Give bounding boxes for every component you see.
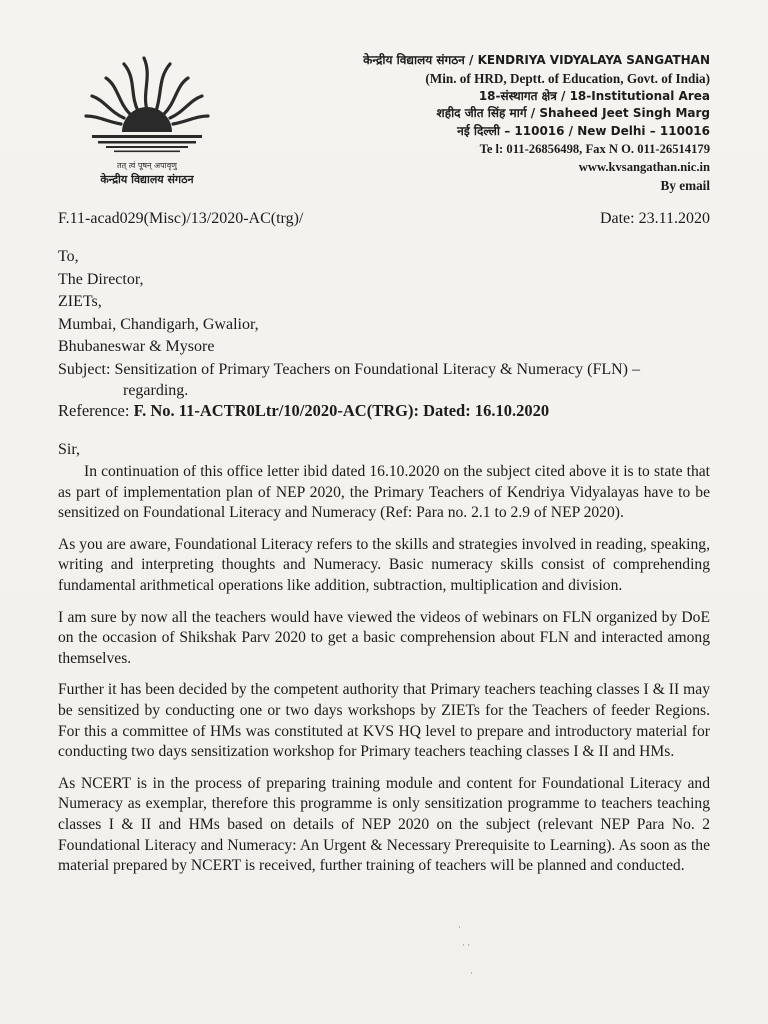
file-date-row [58, 210, 710, 228]
letterhead-city: नई दिल्ली – 110016 / New Delhi – 110016 [457, 124, 710, 139]
subject-line: Subject: Sensitization of Primary Teachers on Foundational Literacy & Numeracy (FLN) – [58, 361, 640, 378]
scan-speck: · [470, 968, 473, 978]
salutation: Sir, [58, 441, 81, 458]
reference [58, 401, 718, 421]
logo-organization-name: केन्द्रीय विद्यालय संगठन [100, 173, 194, 186]
file-number: F.11-acad029(Misc)/13/2020-AC(trg)/ [58, 210, 304, 227]
logo-motto: तत् त्वं पूषन् अपावृणु [117, 161, 177, 170]
reference-label: Reference: [58, 401, 134, 420]
subject [58, 359, 718, 401]
reference-value: F. No. 11-ACTR0Ltr/10/2020-AC(TRG): Dated: 16.10.2020 [133, 401, 550, 420]
recipient-address [58, 246, 259, 359]
letterhead-organization: केन्द्रीय विद्यालय संगठन / KENDRIYA VIDYALAYA SANGATHAN [363, 53, 710, 67]
address-to: To, [58, 248, 79, 265]
kvs-sunrise-emblem-icon [78, 48, 216, 160]
scan-speck: · [458, 922, 461, 932]
body-paragraph: I am sure by now all the teachers would have viewed the videos of webinars on FLN organized by DoE on the occasion of Shikshak Parv 2020 to get a basic comprehension about FLN and interacted among themselves. [58, 608, 710, 667]
subject-line: regarding. [123, 382, 189, 399]
scan-speck: · · [462, 940, 471, 950]
letterhead-website: www.kvsangathan.nic.in [578, 159, 710, 174]
letterhead-street: शहीद जीत सिंह मार्ग / Shaheed Jeet Singh Marg [436, 106, 710, 121]
address-line: Mumbai, Chandigarh, Gwalior, [58, 315, 259, 333]
letterhead [290, 52, 710, 194]
address-line: ZIETs, [58, 293, 102, 310]
letter-body [58, 462, 710, 888]
letterhead-phone-fax: Te l: 011-26856498, Fax N O. 011-26514179 [479, 141, 710, 156]
letterhead-delivery: By email [660, 177, 710, 193]
body-paragraph: In continuation of this office letter ibid dated 16.10.2020 on the subject cited above it is to state that as part of implementation plan of NEP 2020, the Primary Teachers of Kendriya Vidyalayas have to be sensitized on Foundational Literacy and Numeracy (Ref: Para no. 2.1 to 2.9 of NEP 2020). [58, 463, 710, 522]
address-line: The Director, [58, 270, 144, 288]
letter-date: Date: 23.11.2020 [599, 210, 710, 227]
letterhead-ministry: (Min. of HRD, Deptt. of Education, Govt. of India) [425, 70, 710, 86]
body-paragraph: Further it has been decided by the competent authority that Primary teachers teaching classes I & II may be sensitized by conducting one or two days workshops by ZIETs for the Teachers of feeder Regions. For this a committee of HMs was constituted at KVS HQ level to prepare and introductory material for conducting two days sensitization workshop for Primary teachers teaching classes I & II and HMs. [58, 681, 710, 761]
letterhead-area: 18-संस्थागत क्षेत्र / 18-Institutional Area [478, 88, 710, 103]
body-paragraph: As NCERT is in the process of preparing training module and content for Foundational Literacy and Numeracy as exemplar, therefore this programme is only sensitization programme to teachers teaching classes I & II and HMs based on details of NEP 2020 on the subject (relevant NEP Para No. 2 Foundational Literacy and Numeracy: An Urgent & Necessary Prerequisite to Learning). As soon as the material prepared by NCERT is received, further training of teachers will be planned and conducted. [58, 774, 710, 875]
body-paragraph: As you are aware, Foundational Literacy refers to the skills and strategies involved in reading, speaking, writing and interpreting thoughts and Numeracy. Basic numeracy skills consist of comprehending fundamental arithmetical operations like addition, subtraction, multiplication and division. [58, 535, 710, 594]
address-line: Bhubaneswar & Mysore [58, 338, 215, 355]
kvs-logo [72, 48, 222, 193]
